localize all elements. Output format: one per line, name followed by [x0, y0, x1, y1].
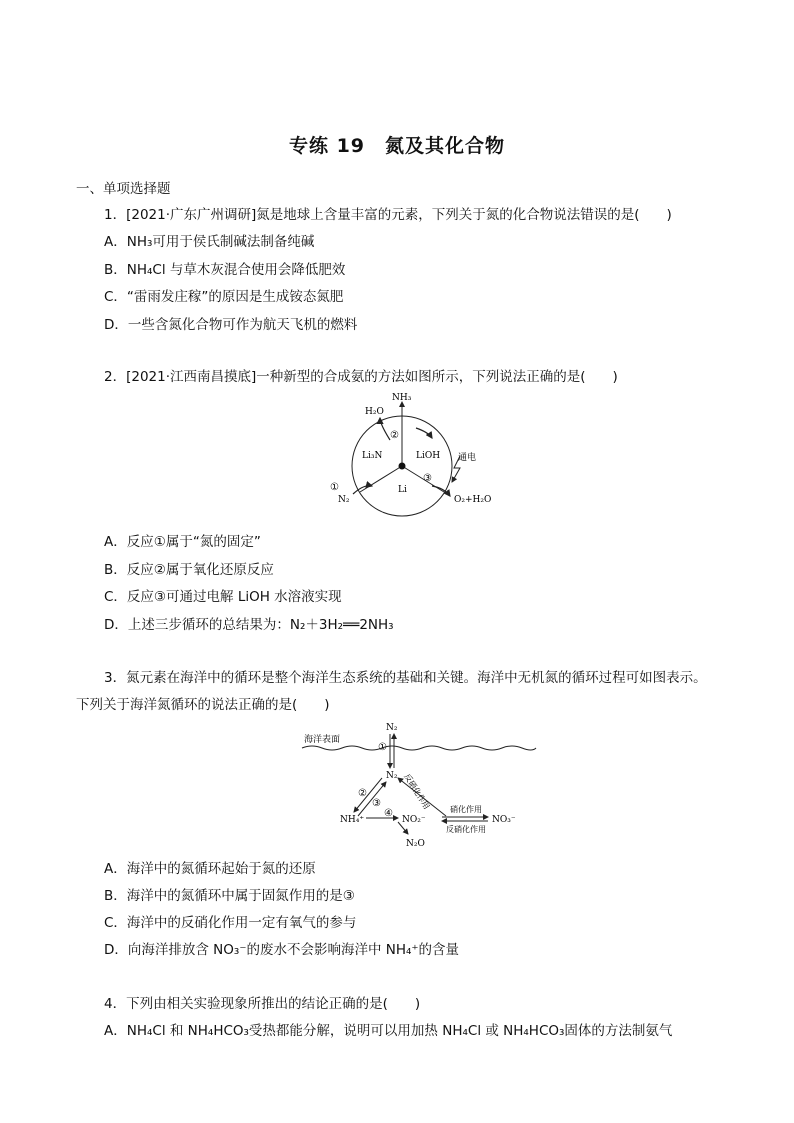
label-nh4: NH₄⁺: [340, 815, 365, 825]
label-reaction-1: ①: [378, 742, 387, 753]
q2-stem: 2．[2021·江西南昌摸底]一种新型的合成氨的方法如图所示，下列说法正确的是( ): [104, 369, 618, 385]
ocean-nitrogen-cycle-diagram: [298, 720, 538, 855]
q1-option-a: A．NH₃可用于侯氏制碱法制备纯碱: [104, 234, 315, 250]
label-denitrification-bottom: 反硝化作用: [446, 825, 486, 834]
label-reaction-3: ③: [423, 473, 432, 484]
label-surface: 海洋表面: [304, 735, 341, 745]
label-nitrification: 硝化作用: [450, 805, 482, 814]
q3-option-d: D．向海洋排放含 NO₃⁻的废水不会影响海洋中 NH₄⁺的含量: [104, 942, 460, 958]
label-reaction-1: ①: [330, 482, 339, 493]
q3-stem-line2: 下列关于海洋氮循环的说法正确的是( ): [76, 697, 330, 713]
center-dot: [399, 463, 406, 470]
q2-option-b: B．反应②属于氧化还原反应: [104, 562, 274, 578]
q1-stem: 1．[2021·广东广州调研]氮是地球上含量丰富的元素，下列关于氮的化合物说法错误的是( ): [104, 207, 672, 223]
label-n2-mid: N₂: [386, 771, 398, 781]
label-n2: N₂: [338, 495, 350, 505]
label-o2-h2o: O₂+H₂O: [454, 495, 492, 505]
label-no3: NO₃⁻: [492, 815, 516, 825]
label-reaction-2: ②: [358, 788, 367, 799]
q2-option-a: A．反应①属于“氮的固定”: [104, 534, 261, 550]
q3-option-c: C．海洋中的反硝化作用一定有氧气的参与: [104, 915, 357, 931]
ammonia-synthesis-cycle-diagram: [320, 388, 500, 518]
label-denitrification-diag: 反硝化作用: [402, 772, 432, 811]
ocean-surface-wave: [302, 746, 536, 750]
q3-stem-line1: 3．氮元素在海洋中的循环是整个海洋生态系统的基础和关键。海洋中无机氮的循环过程可如图表示。: [104, 670, 707, 686]
q2-option-c: C．反应③可通过电解 LiOH 水溶液实现: [104, 589, 342, 605]
label-reaction-3: ③: [372, 798, 381, 809]
label-electric: 通电: [458, 453, 477, 463]
q4-stem: 4．下列由相关实验现象所推出的结论正确的是( ): [104, 996, 421, 1012]
q4-option-a: A．NH₄Cl 和 NH₄HCO₃受热都能分解，说明可以用加热 NH₄Cl 或 NH₄HCO₃固体的方法制氨气: [104, 1023, 673, 1039]
label-h2o: H₂O: [365, 407, 384, 417]
q1-option-b: B．NH₄Cl 与草木灰混合使用会降低肥效: [104, 262, 346, 278]
label-li: Li: [398, 485, 407, 495]
q3-option-b: B．海洋中的氮循环中属于固氮作用的是③: [104, 888, 355, 904]
q3-option-a: A．海洋中的氮循环起始于氮的还原: [104, 861, 316, 877]
label-n2o: N₂O: [406, 839, 425, 849]
label-reaction-2: ②: [390, 430, 399, 441]
label-nh3: NH₃: [392, 393, 412, 403]
q2-option-d: D．上述三步循环的总结果为：N₂＋3H₂══2NH₃: [104, 617, 394, 633]
section-heading: 一、单项选择题: [76, 181, 171, 197]
label-reaction-4: ④: [384, 808, 393, 819]
label-n2-top: N₂: [386, 723, 398, 733]
label-li3n: Li₃N: [362, 451, 383, 461]
q1-option-d: D．一些含氮化合物可作为航天飞机的燃料: [104, 317, 358, 333]
page-title: 专练 19 氮及其化合物: [288, 135, 506, 157]
label-lioh: LiOH: [416, 451, 441, 461]
label-no2: NO₂⁻: [402, 815, 426, 825]
q1-option-c: C．“雷雨发庄稼”的原因是生成铵态氮肥: [104, 289, 344, 305]
